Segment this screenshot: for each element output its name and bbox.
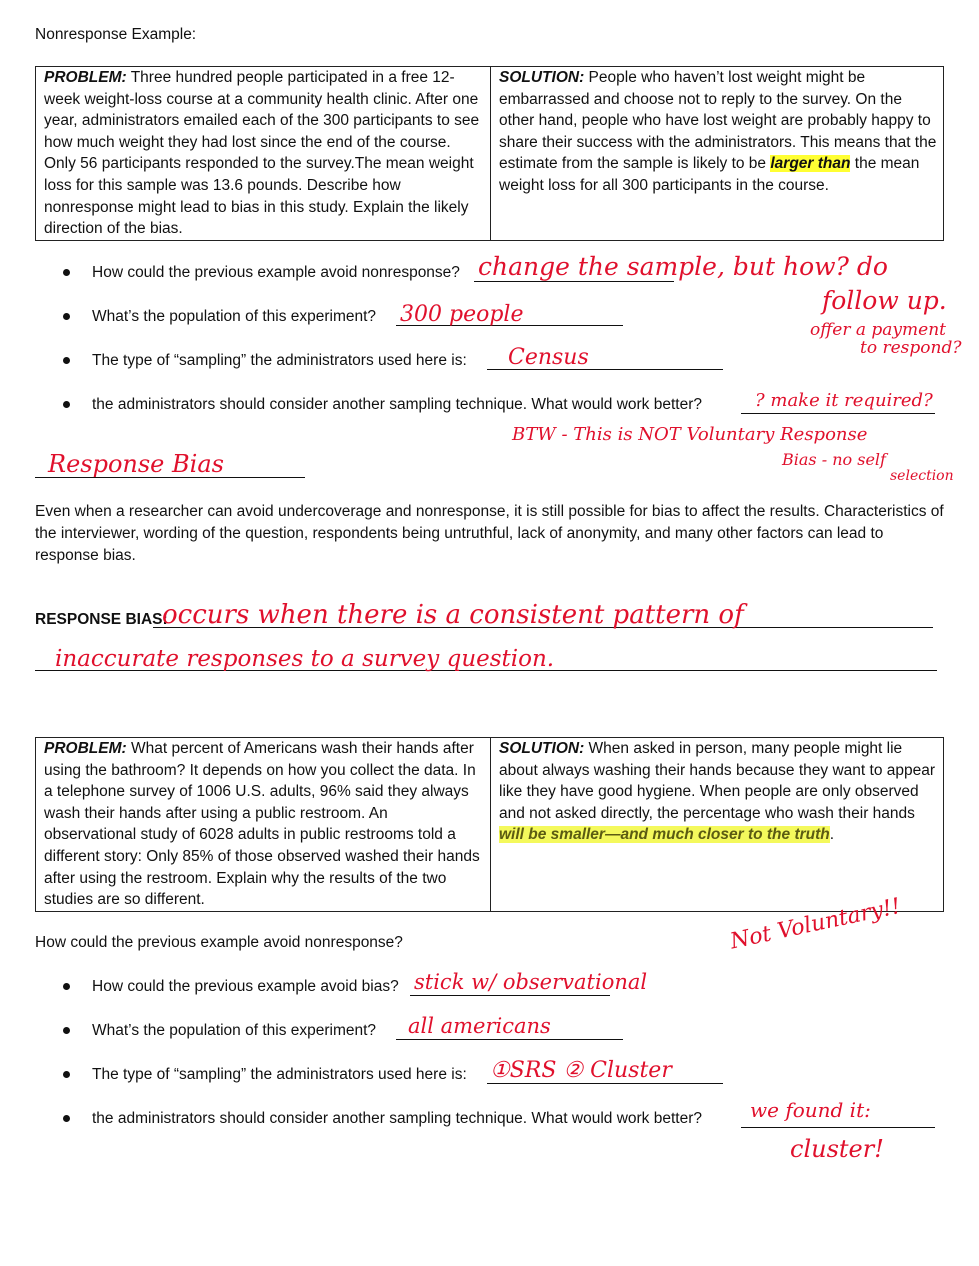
handwritten-note: to respond? (860, 338, 962, 358)
answer-line (410, 995, 610, 996)
question-1: How could the previous example avoid nonresponse? (92, 264, 460, 281)
bullet (63, 313, 70, 320)
solution-label: SOLUTION: (499, 69, 585, 86)
handwritten-definition: occurs when there is a consistent pattern of (162, 600, 744, 630)
handwritten-answer: all americans (408, 1014, 551, 1038)
handwritten-note: offer a payment (810, 320, 946, 340)
solution-text: When asked in person, many people might lie about always washing their hands because they want to appear like they have good hygiene. When people are only observed and not asked directly, the percentage who wash their hands (499, 740, 936, 822)
question-5: How could the previous example avoid bias? (92, 978, 399, 995)
handwritten-note: selection (890, 468, 954, 484)
handwritten-note: BTW - This is NOT Voluntary Response (512, 424, 868, 445)
handwritten-answer: ①SRS ② Cluster (490, 1058, 672, 1083)
bullet (63, 1115, 70, 1122)
problem-cell-1 (36, 67, 491, 241)
bullet (63, 1071, 70, 1078)
bullet (63, 357, 70, 364)
problem-cell-2 (36, 738, 491, 912)
question-7: The type of “sampling” the administrators used here is: (92, 1066, 467, 1083)
problem-text: Three hundred people participated in a free 12-week weight-loss course at a community health clinic. After one year, administrators emailed each of the 300 participants to see how much weight they had lost since the end of the course. Only 56 participants responded to the survey.The mean weight loss for this sample was 13.6 pounds. Describe how nonresponse might lead to bias in this study. Explain the likely direction of the bias. (44, 69, 480, 238)
handwritten-answer: follow up. (822, 286, 947, 315)
bullet (63, 269, 70, 276)
answer-line (741, 1127, 935, 1128)
handwritten-answer: ? make it required? (755, 390, 933, 411)
solution-cell-1 (491, 67, 944, 241)
question-3: The type of “sampling” the administrators used here is: (92, 352, 467, 369)
solution-text: People who haven’t lost weight might be embarrassed and choose not to reply to the survey. On the other hand, people who have lost weight are probably happy to share their success with the administrators. This means that the estimate from the sample is likely to be (499, 69, 937, 173)
solution-text-after: the mean weight loss for all 300 participants in the course. (499, 155, 920, 194)
highlighted-text: will be smaller—and much closer to the truth (499, 826, 830, 844)
answer-line (396, 1039, 623, 1040)
handwritten-note: Not Voluntary!! (728, 893, 903, 955)
solution-cell-2 (491, 738, 944, 912)
problem-solution-table-2 (35, 737, 944, 912)
solution-text-after: . (829, 826, 835, 844)
solution-label: SOLUTION: (499, 740, 585, 757)
handwritten-answer: we found it: (750, 1098, 871, 1122)
question-8: the administrators should consider another sampling technique. What would work better? (92, 1110, 702, 1127)
question-4: the administrators should consider another sampling technique. What would work better? (92, 396, 702, 413)
handwritten-answer: change the sample, but how? do (478, 252, 888, 281)
body-paragraph: Even when a researcher can avoid undercoverage and nonresponse, it is still possible for bias to affect the results. Characteristics of the interviewer, wording of the question, respondents being untruthful, lack of anonymity, and many other factors can lead to response bias. (35, 503, 944, 564)
answer-line (474, 281, 674, 282)
answer-line (741, 413, 935, 414)
problem-solution-table-1 (35, 66, 944, 241)
answer-line (487, 1083, 723, 1084)
problem-label: PROBLEM: (44, 69, 127, 86)
handwritten-title: Response Bias (48, 450, 224, 478)
question-6: What’s the population of this experiment? (92, 1022, 377, 1039)
handwritten-answer: 300 people (400, 302, 524, 327)
problem-text: What percent of Americans wash their hands after using the bathroom? It depends on how you collect the data. In a telephone survey of 1006 U.S. adults, 96% said they always wash their hands after using a public restroom. An observational study of 6028 adults in public restrooms told a different story: Only 85% of those observed washed their hands after using the restroom. Explain why the results of the two studies are so different. (44, 740, 480, 909)
handwritten-answer: stick w/ observational (414, 970, 648, 994)
handwritten-answer: cluster! (790, 1135, 884, 1163)
handwritten-answer: Census (508, 345, 589, 370)
bullet (63, 1027, 70, 1034)
highlighted-text: larger than (770, 155, 851, 173)
handwritten-note: Bias - no self (782, 450, 886, 469)
bullet (63, 401, 70, 408)
definition-label: RESPONSE BIAS: (35, 611, 168, 628)
section-heading: Nonresponse Example: (35, 26, 197, 43)
question-2: What’s the population of this experiment? (92, 308, 377, 325)
bullet (63, 983, 70, 990)
problem-label: PROBLEM: (44, 740, 127, 757)
question-intro: How could the previous example avoid nonresponse? (35, 934, 403, 951)
handwritten-definition: inaccurate responses to a survey question. (55, 646, 555, 672)
